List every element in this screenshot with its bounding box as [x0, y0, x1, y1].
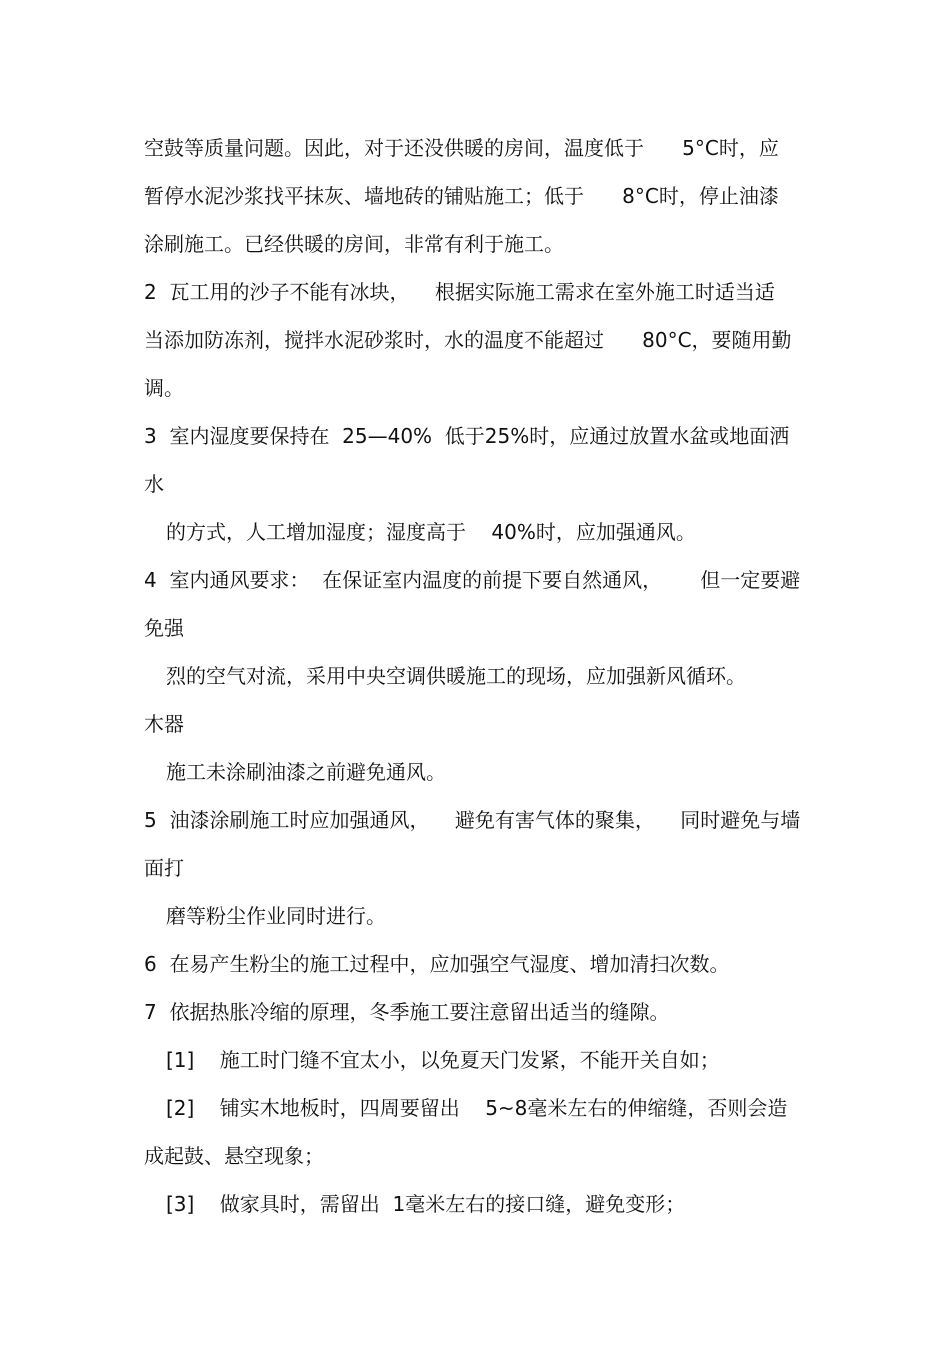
text-line: 涂刷施工。已经供暖的房间，非常有利于施工。 [144, 232, 564, 256]
text-line: 当添加防冻剂，搅拌水泥砂浆时，水的温度不能超过 80°C，要随用勤 [144, 328, 792, 352]
text-line: 免强 [144, 616, 184, 640]
text-line: 2 瓦工用的沙子不能有冰块， 根据实际施工需求在室外施工时适当适 [144, 280, 775, 304]
text-line: 5 油漆涂刷施工时应加强通风， 避免有害气体的聚集， 同时避免与墙 [144, 808, 801, 832]
text-line: 调。 [144, 376, 184, 400]
text-line: 磨等粉尘作业同时进行。 [166, 904, 386, 928]
text-line: 施工未涂刷油漆之前避免通风。 [166, 760, 446, 784]
text-line: 烈的空气对流，采用中央空调供暖施工的现场，应加强新风循环。 [166, 664, 746, 688]
text-line: [1] 施工时门缝不宜太小，以免夏天门发紧，不能开关自如； [166, 1048, 720, 1072]
text-line: 成起鼓、悬空现象； [144, 1144, 324, 1168]
text-line: 空鼓等质量问题。因此，对于还没供暖的房间，温度低于 5°C时，应 [144, 136, 779, 160]
text-line: [3] 做家具时，需留出 1毫米左右的接口缝，避免变形； [166, 1192, 686, 1216]
text-line: 6 在易产生粉尘的施工过程中，应加强空气湿度、增加清扫次数。 [144, 952, 730, 976]
text-line: 面打 [144, 856, 184, 880]
text-line: 水 [144, 472, 164, 496]
text-line: 的方式，人工增加湿度；湿度高于 40%时，应加强通风。 [166, 520, 696, 544]
text-line: 3 室内湿度要保持在 25—40% 低于25%时，应通过放置水盆或地面洒 [144, 424, 790, 448]
text-line: [2] 铺实木地板时，四周要留出 5~8毫米左右的伸缩缝，否则会造 [166, 1096, 788, 1120]
text-line: 木器 [144, 712, 184, 736]
text-line: 暂停水泥沙浆找平抹灰、墙地砖的铺贴施工；低于 8°C时，停止油漆 [144, 184, 779, 208]
text-line: 4 室内通风要求： 在保证室内温度的前提下要自然通风， 但一定要避 [144, 568, 801, 592]
text-line: 7 依据热胀冷缩的原理，冬季施工要注意留出适当的缝隙。 [144, 1000, 670, 1024]
